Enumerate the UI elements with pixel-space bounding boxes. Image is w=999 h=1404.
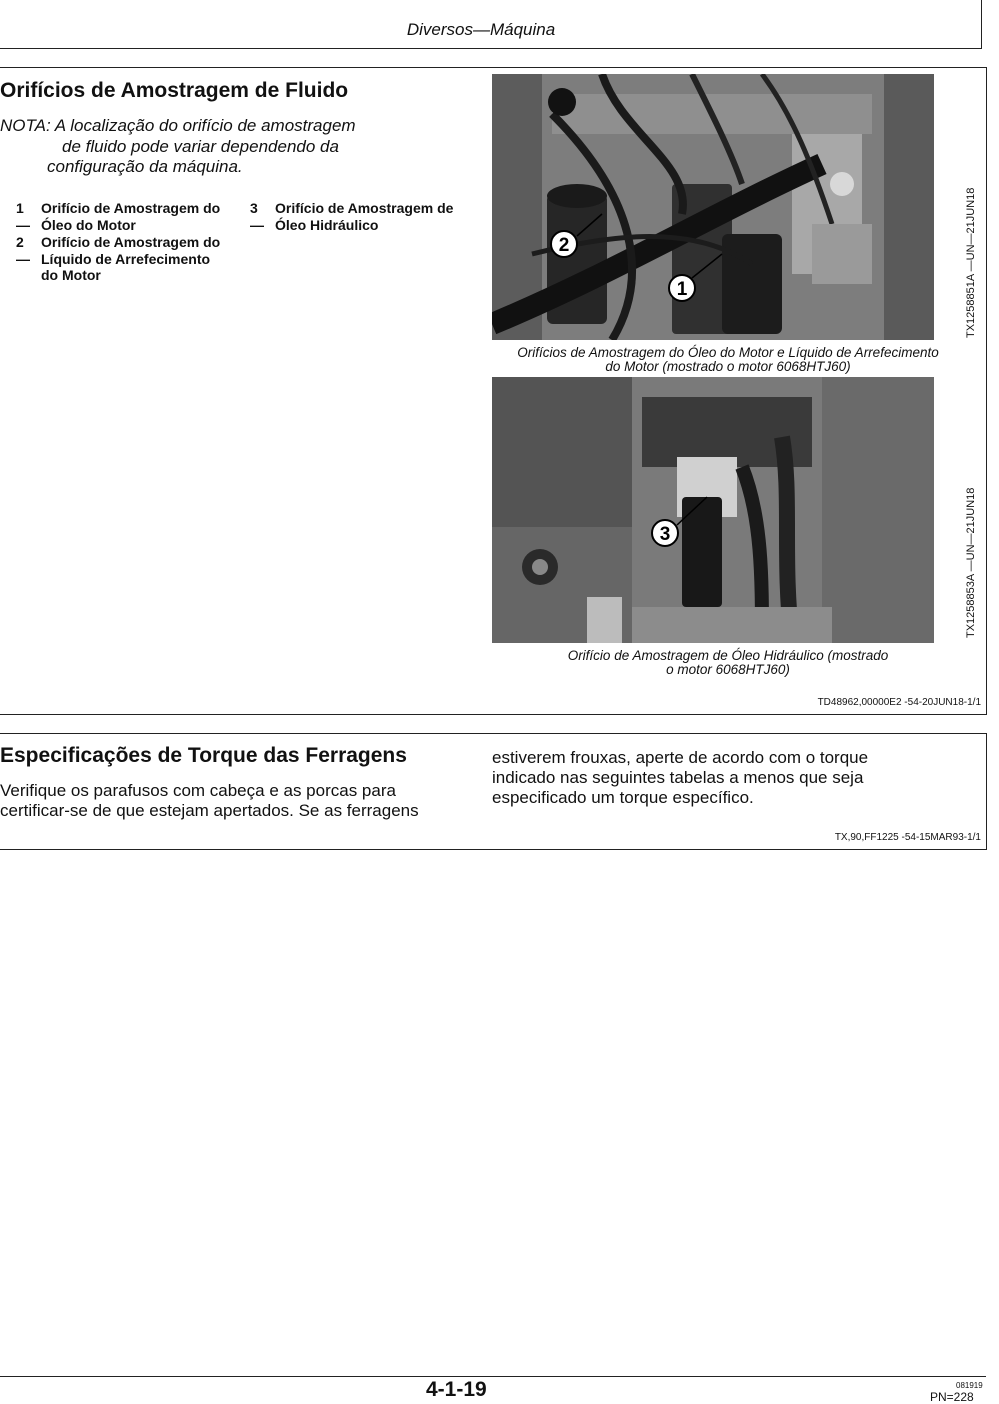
header-corner-rule [981, 0, 982, 49]
callout-1-label: 1 [676, 279, 688, 300]
figure1-id: TX1258851A —UN—21JUN18 [965, 187, 977, 338]
legend-num: 3— [250, 200, 264, 233]
legend-text: Orifício de Amostragem do [41, 200, 221, 216]
figure1-caption-line-1: Orifícios de Amostragem do Óleo do Motor e Líquido de Arrefecimento [517, 345, 939, 360]
section2-col1-line-2: certificar-se de que estejam apertados. Se as ferragens [0, 801, 419, 820]
callout-3-marker [652, 520, 678, 546]
hydraulic-photo-illustration [492, 377, 934, 643]
footer-rule [0, 1376, 986, 1377]
figure2-id: TX1258853A —UN—21JUN18 [965, 487, 977, 638]
callout-2-label: 2 [558, 235, 570, 256]
legend-text: do Motor [41, 267, 101, 283]
figure-engine-sampling-ports [492, 74, 934, 340]
note-line-3: configuração da máquina. [47, 157, 243, 176]
figure1-caption-line-2: do Motor (mostrado o motor 6068HTJ60) [605, 359, 851, 374]
figure2-caption-line-1: Orifício de Amostragem de Óleo Hidráulico (mostrado [567, 648, 889, 663]
legend [0, 200, 480, 290]
note-line-1: NOTA: A localização do orifício de amostragem [0, 116, 356, 135]
section2-col2-line-3: especificado um torque específico. [492, 788, 754, 807]
legend-text: Orifício de Amostragem do [41, 234, 221, 250]
section2-heading: Especificações de Torque das Ferragens [0, 744, 407, 767]
footer-date-code: 081919 [956, 1381, 983, 1390]
legend-text: Líquido de Arrefecimento [41, 251, 211, 267]
section2-col2-line-2: indicado nas seguintes tabelas a menos que seja [492, 768, 864, 787]
legend-num: 2— [16, 234, 30, 267]
figure2-caption-line-2: o motor 6068HTJ60) [666, 662, 790, 677]
section2-ref-code: TX,90,FF1225 -54-15MAR93-1/1 [834, 832, 981, 843]
figure-hydraulic-sampling-port [492, 377, 934, 643]
note-line-2: de fluido pode variar dependendo da [62, 137, 339, 156]
callout-1-marker [669, 275, 695, 301]
header-rule [0, 48, 982, 49]
page-header-title: Diversos—Máquina [406, 20, 556, 39]
legend-text: Óleo Hidráulico [275, 217, 379, 233]
legend-text: Óleo do Motor [41, 217, 136, 233]
section2-col2-line-1: estiverem frouxas, aperte de acordo com o torque [492, 748, 869, 767]
callout-3-label: 3 [659, 524, 671, 545]
section1-heading: Orifícios de Amostragem de Fluido [0, 79, 349, 102]
section1-ref-code: TD48962,00000E2 -54-20JUN18-1/1 [817, 697, 981, 708]
footer-pn: PN=228 [930, 1390, 974, 1404]
legend-text: Orifício de Amostragem de [275, 200, 454, 216]
legend-num: 1— [16, 200, 30, 233]
section2-col1-line-1: Verifique os parafusos com cabeça e as porcas para [0, 781, 396, 800]
page-number: 4-1-19 [426, 1378, 487, 1401]
engine-photo-illustration [492, 74, 934, 340]
callout-2-marker [551, 231, 577, 257]
